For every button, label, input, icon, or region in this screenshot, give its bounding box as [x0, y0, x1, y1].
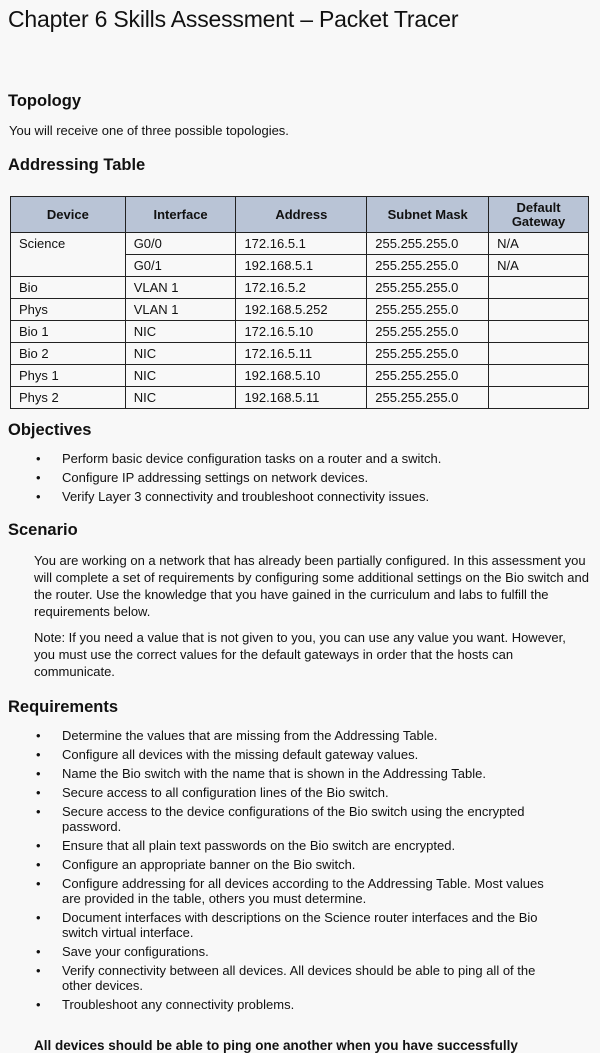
scenario-heading: Scenario [8, 521, 78, 539]
table-cell: Phys 2 [11, 387, 126, 409]
table-cell: N/A [489, 255, 589, 277]
table-cell: 172.16.5.10 [236, 321, 367, 343]
table-row [11, 277, 589, 299]
table-cell: 192.168.5.252 [236, 299, 367, 321]
addressing-table-heading: Addressing Table [8, 156, 146, 174]
table-cell: 255.255.255.0 [367, 299, 489, 321]
final-text: All devices should be able to ping one another when you have successfully [34, 1038, 518, 1053]
table-cell: 255.255.255.0 [367, 365, 489, 387]
list-item: • Verify connectivity between all devices. All devices should be able to ping all of the other devices. [36, 963, 561, 993]
topology-text: You will receive one of three possible topologies. [9, 123, 289, 138]
table-cell [489, 277, 589, 299]
table-cell: 192.168.5.11 [236, 387, 367, 409]
column-header: Device [11, 197, 126, 233]
list-item: • Configure all devices with the missing default gateway values. [36, 747, 561, 762]
table-cell: 192.168.5.1 [236, 255, 367, 277]
requirements-list [36, 728, 561, 1016]
table-cell [489, 387, 589, 409]
table-row [11, 233, 589, 255]
column-header: Address [236, 197, 367, 233]
table-cell: NIC [125, 343, 236, 365]
table-cell: 192.168.5.10 [236, 365, 367, 387]
table-cell [489, 365, 589, 387]
list-item: • Document interfaces with descriptions on the Science router interfaces and the Bio switch virtual interface. [36, 910, 561, 940]
list-item: • Secure access to all configuration lines of the Bio switch. [36, 785, 561, 800]
column-header: Default Gateway [489, 197, 589, 233]
table-cell: G0/1 [125, 255, 236, 277]
table-cell: VLAN 1 [125, 277, 236, 299]
list-item: • Ensure that all plain text passwords on the Bio switch are encrypted. [36, 838, 561, 853]
table-row [11, 343, 589, 365]
scenario-note: Note: If you need a value that is not given to you, you can use any value you want. However, you must use the correct values for the default gateways in order that the hosts can communicate. [34, 630, 566, 679]
list-item: • Troubleshoot any connectivity problems. [36, 997, 561, 1012]
column-header: Interface [125, 197, 236, 233]
table-cell [489, 321, 589, 343]
table-cell: NIC [125, 321, 236, 343]
table-row [11, 321, 589, 343]
list-item: • Verify Layer 3 connectivity and troubleshoot connectivity issues. [36, 489, 576, 504]
addressing-table [10, 196, 589, 409]
table-cell: 255.255.255.0 [367, 387, 489, 409]
list-item: • Determine the values that are missing from the Addressing Table. [36, 728, 561, 743]
table-row [11, 365, 589, 387]
table-cell: 255.255.255.0 [367, 255, 489, 277]
scenario-paragraph: You are working on a network that has already been partially configured. In this assessment you will complete a set of requirements by configuring some additional settings on the Bio switch and the router. Use the knowledge that you have gained in the curriculum and labs to fulfill the requirements below. [34, 553, 589, 619]
table-cell: 255.255.255.0 [367, 343, 489, 365]
table-cell: 255.255.255.0 [367, 321, 489, 343]
topology-heading: Topology [8, 92, 82, 110]
table-cell: G0/0 [125, 233, 236, 255]
objectives-heading: Objectives [8, 421, 92, 439]
table-cell [489, 299, 589, 321]
list-item: • Secure access to the device configurations of the Bio switch using the encrypted password. [36, 804, 561, 834]
requirements-heading: Requirements [8, 698, 119, 716]
table-cell: Phys 1 [11, 365, 126, 387]
list-item: • Save your configurations. [36, 944, 561, 959]
table-cell: N/A [489, 233, 589, 255]
table-cell: Bio 2 [11, 343, 126, 365]
table-cell: 172.16.5.1 [236, 233, 367, 255]
list-item: • Configure addressing for all devices according to the Addressing Table. Most values are provided in the table, others you must determine. [36, 876, 561, 906]
table-cell: Phys [11, 299, 126, 321]
table-cell: 172.16.5.11 [236, 343, 367, 365]
table-cell: Science [11, 233, 126, 277]
list-item: • Name the Bio switch with the name that is shown in the Addressing Table. [36, 766, 561, 781]
table-row [11, 299, 589, 321]
list-item: • Perform basic device configuration tasks on a router and a switch. [36, 451, 576, 466]
table-cell [489, 343, 589, 365]
page-title: Chapter 6 Skills Assessment – Packet Tracer [8, 6, 459, 32]
column-header: Subnet Mask [367, 197, 489, 233]
table-cell: NIC [125, 387, 236, 409]
objectives-list [36, 451, 576, 508]
table-cell: VLAN 1 [125, 299, 236, 321]
table-cell: NIC [125, 365, 236, 387]
list-item: • Configure an appropriate banner on the Bio switch. [36, 857, 561, 872]
table-cell: Bio 1 [11, 321, 126, 343]
list-item: • Configure IP addressing settings on network devices. [36, 470, 576, 485]
table-cell: 255.255.255.0 [367, 277, 489, 299]
table-cell: Bio [11, 277, 126, 299]
table-cell: 172.16.5.2 [236, 277, 367, 299]
table-row [11, 387, 589, 409]
table-cell: 255.255.255.0 [367, 233, 489, 255]
